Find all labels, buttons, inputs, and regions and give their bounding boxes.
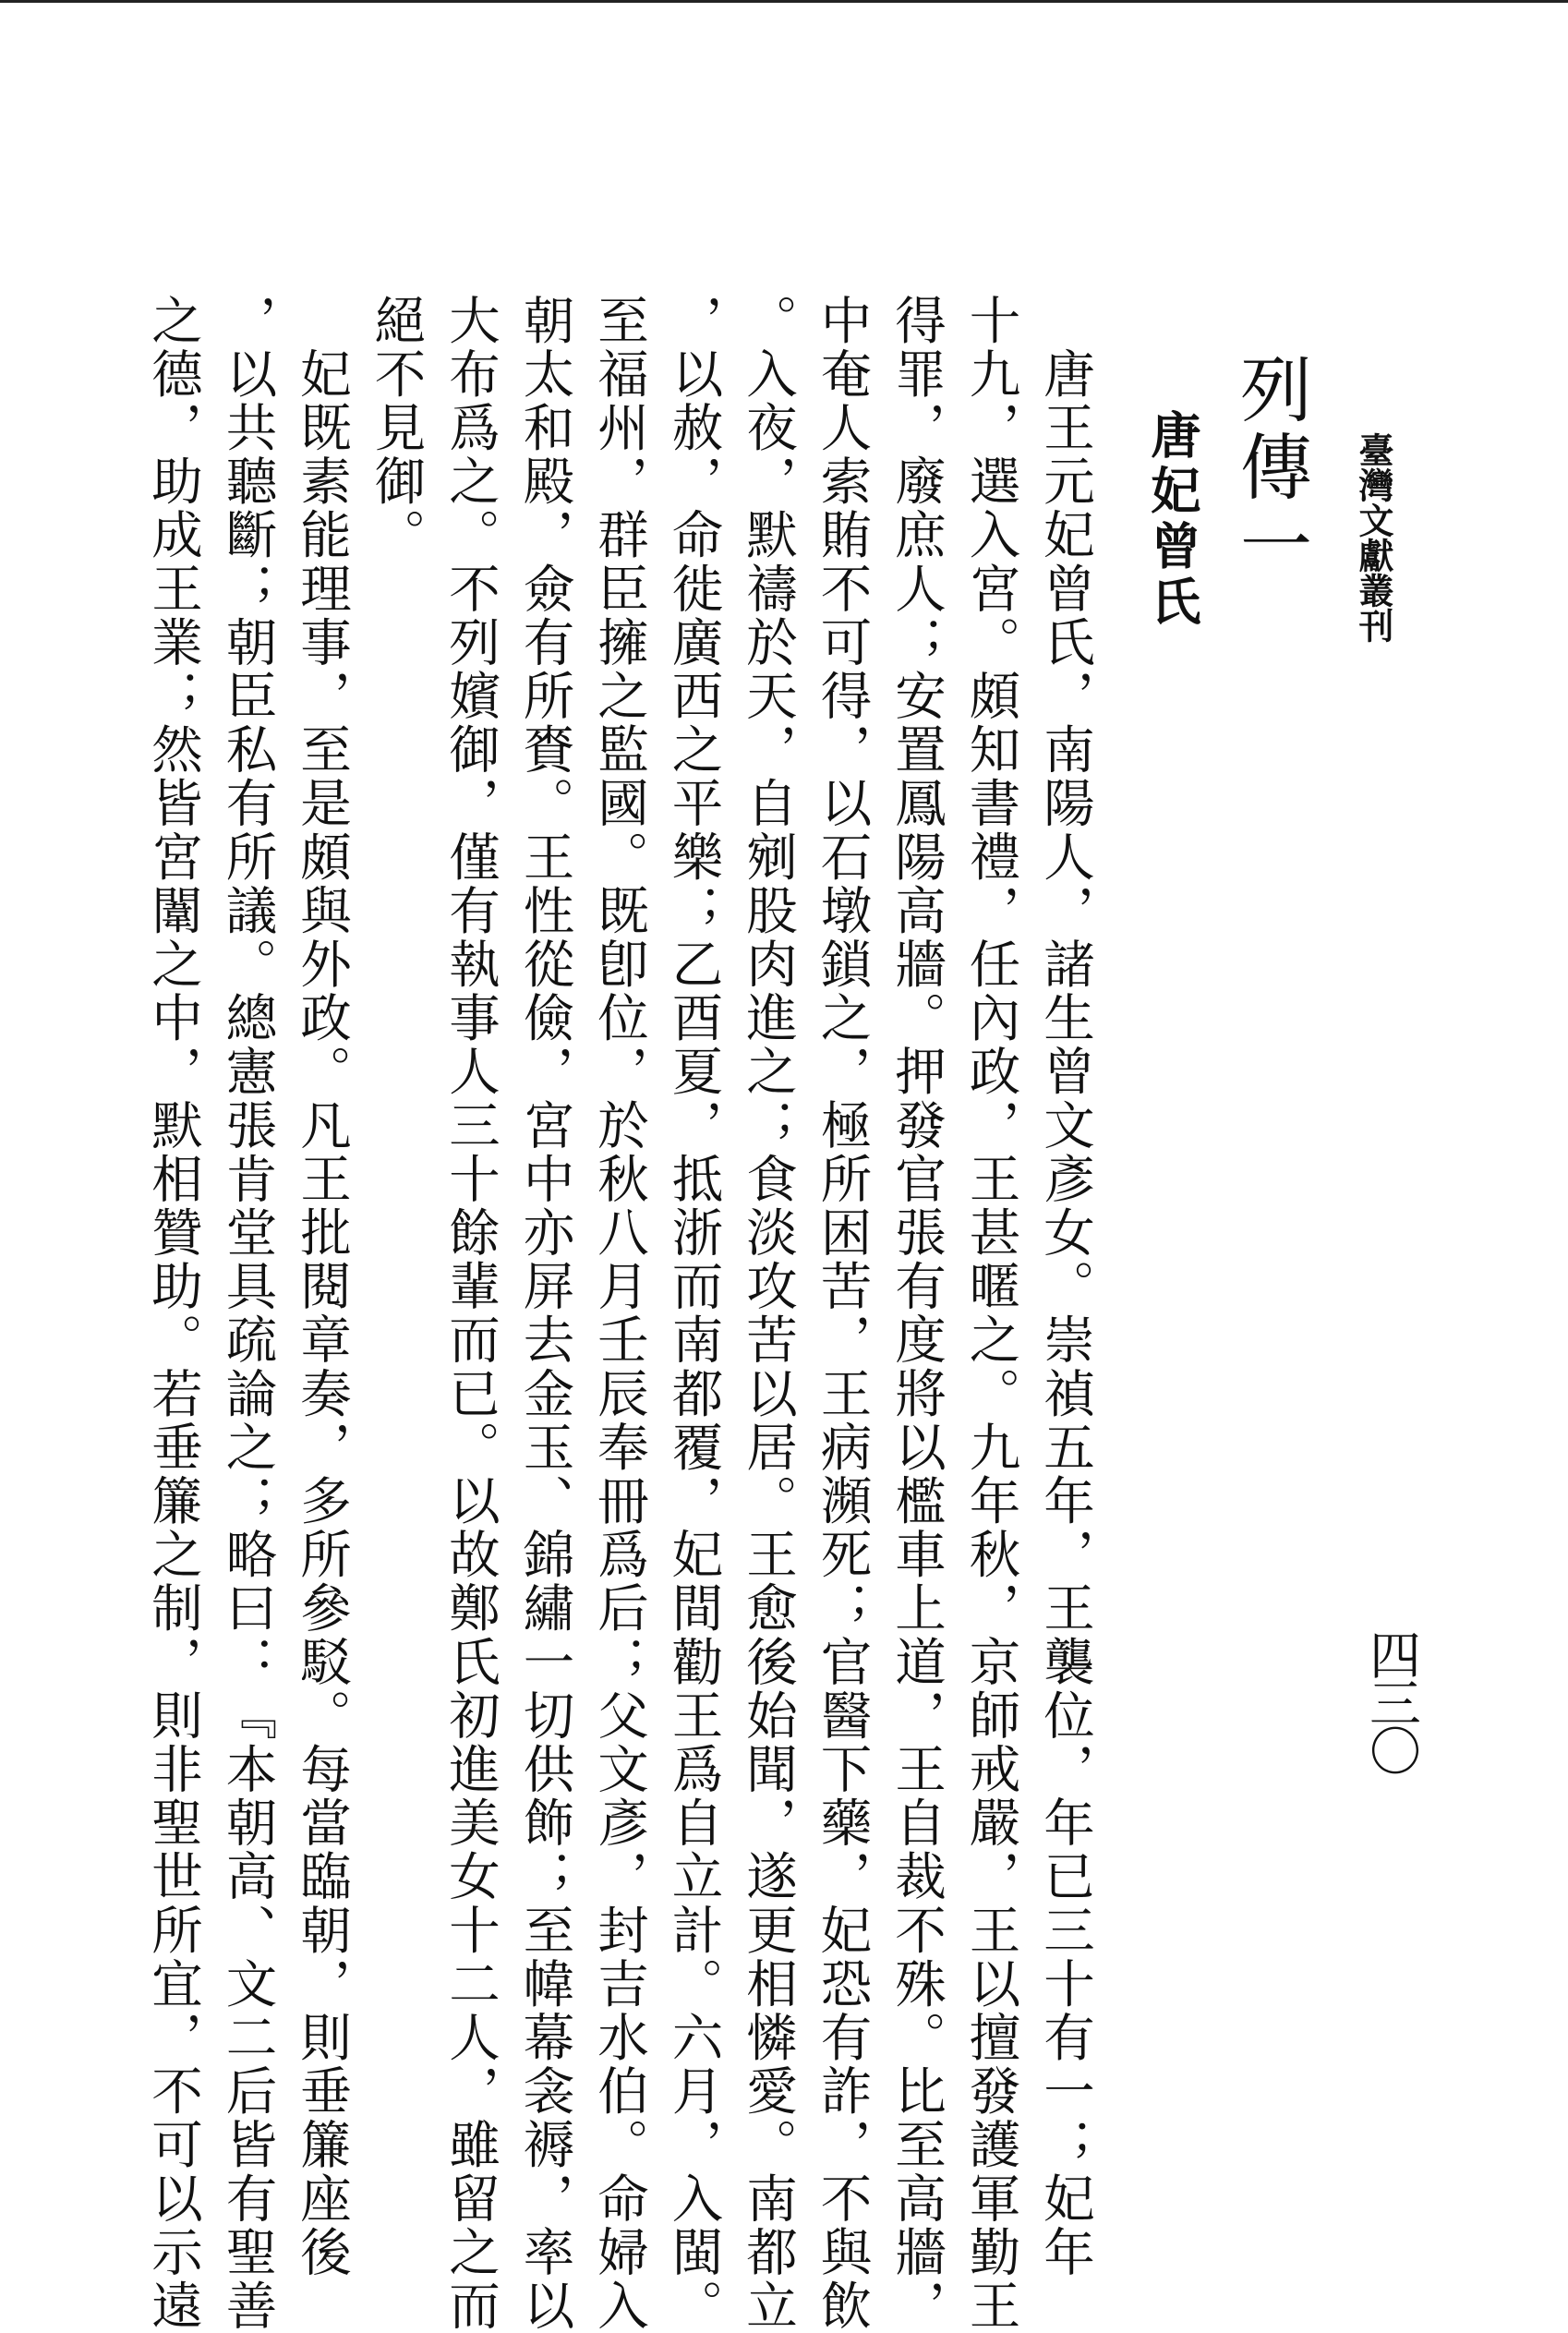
biography-heading: 唐妃曾氏 [1143, 409, 1202, 631]
text-column: 唐王元妃曾氏，南陽人，諸生曾文彥女。崇禎五年，王襲位，年已三十有一；妃年 [1034, 294, 1094, 2279]
text-column: 朝太和殿，僉有所賚。王性從儉，宮中亦屏去金玉、錦繡一切供飾；至幃幕衾褥，率以 [513, 294, 574, 2333]
top-border-rule [0, 0, 1568, 3]
text-column: 十九，選入宮。頗知書禮，任內政，王甚暱之。九年秋，京師戒嚴，王以擅發護軍勤王 [959, 294, 1020, 2333]
text-column: 中奄人索賄不可得，以石墩鎖之，極所困苦，王病瀕死；官醫下藥，妃恐有詐，不與飲 [811, 294, 872, 2333]
text-column: ，以共聽斷；朝臣私有所議。總憲張肯堂具疏論之；略曰：『本朝高、文二后皆有聖善 [216, 294, 277, 2333]
text-column: 之德，助成王業；然皆宮闈之中，默相贊助。若垂簾之制，則非聖世所宜，不可以示遠 [142, 294, 202, 2333]
series-title: 臺灣文獻叢刊 [1353, 432, 1394, 643]
text-column: 得罪，廢庶人；安置鳳陽高牆。押發官張有度將以檻車上道，王自裁不殊。比至高牆， [886, 294, 946, 2333]
text-column: 至福州，群臣擁之監國。既卽位，於秋八月壬辰奉冊爲后；父文彥，封吉水伯。命婦入 [588, 294, 648, 2333]
text-column: ，以赦，命徙廣西之平樂；乙酉夏，抵浙而南都覆，妃間勸王爲自立計。六月，入閩。 [662, 294, 723, 2333]
section-title: 列傳一 [1228, 352, 1311, 585]
text-column: 妃既素能理事，至是頗與外政。凡王批閱章奏，多所參駁。每當臨朝，則垂簾座後 [291, 294, 351, 2279]
text-column: 絕不見御。 [365, 294, 426, 562]
text-column: 。入夜，默禱於天，自剜股肉進之；食淡攻苦以居。王愈後始聞，遂更相憐愛。南都立 [737, 294, 797, 2333]
body-text [111, 294, 1094, 2333]
text-column: 大布爲之。不列嬪御，僅有執事人三十餘輩而已。以故鄭氏初進美女十二人，雖留之而 [440, 294, 500, 2333]
page-number: 四三〇 [1361, 1628, 1421, 1772]
